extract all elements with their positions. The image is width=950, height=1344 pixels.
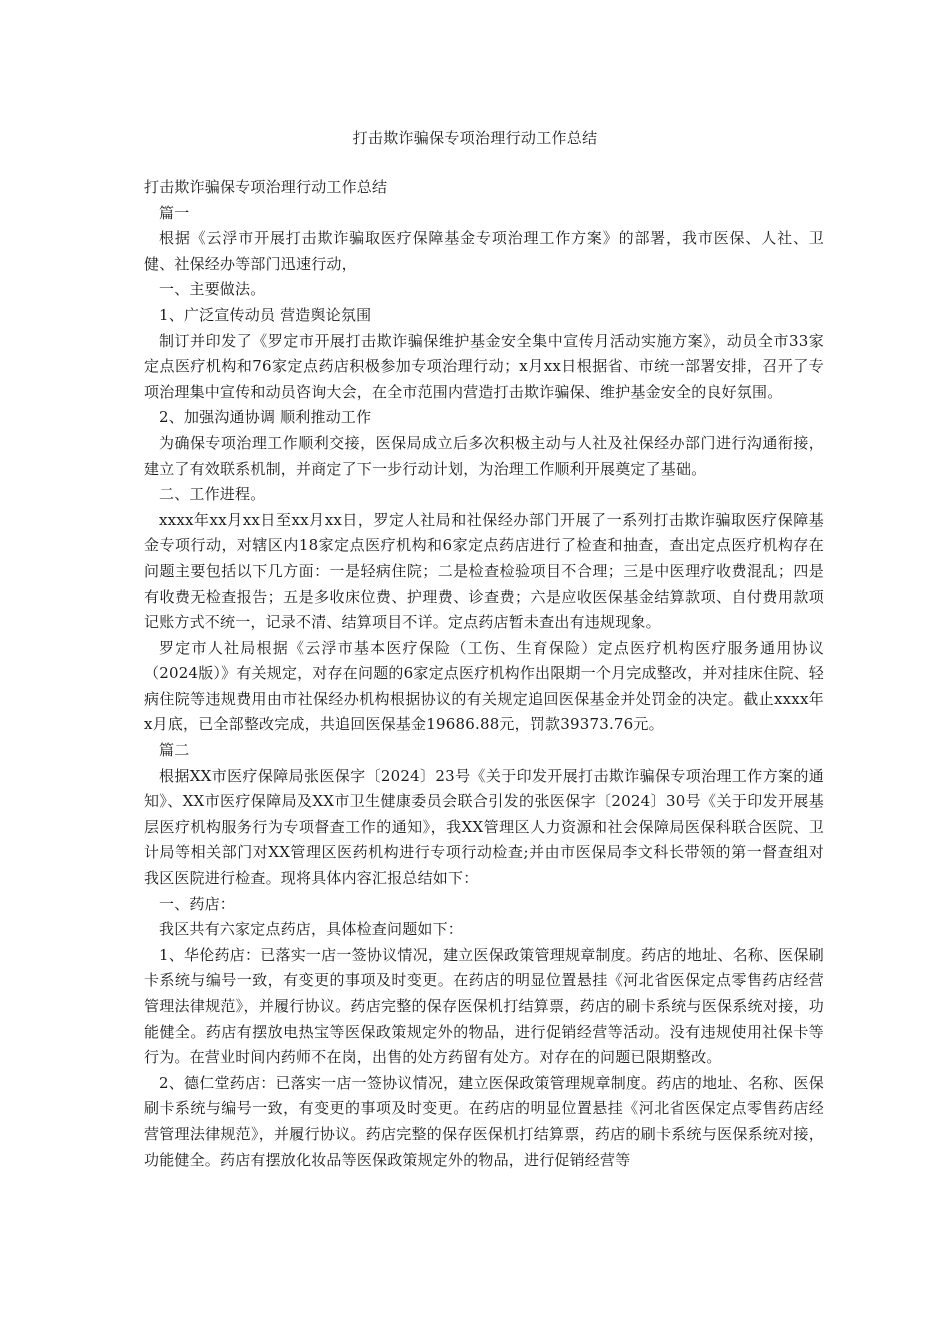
paragraph: 一、药店： <box>159 894 236 913</box>
document-title: 打击欺诈骗保专项治理行动工作总结 <box>352 129 598 147</box>
paragraph: 篇二 <box>159 741 190 760</box>
paragraph: 为确保专项治理工作顺利交接，医保局成立后多次积极主动与人社及社保经办部门进行沟通衔接，建立了有效联系机制，并商定了下一步行动计划，为治理工作顺利开展奠定了基础。 <box>144 433 824 478</box>
paragraph: 根据《云浮市开展打击欺诈骗取医疗保障基金专项治理工作方案》的部署，我市医保、人社、卫健、社保经办等部门迅速行动， <box>144 229 824 273</box>
paragraph: 罗定市人社局根据《云浮市基本医疗保险（工伤、生育保险）定点医疗机构医疗服务通用协议（2024版）》有关规定，对存在问题的6家定点医疗机构作出限期一个月完成整改，并对挂床住院、轻病住院等违规费用由市社保经办机构根据协议的有关规定追回医保基金并处罚金的决定。截止xxxx年x月底，已全部整改完成，共追回医保基金19686.88元，罚款39373.76元。 <box>144 638 824 734</box>
paragraph: 二、工作进程。 <box>159 485 266 504</box>
paragraph: 一、主要做法。 <box>159 280 266 299</box>
paragraph: xxxx年xx月xx日至xx月xx日，罗定人社局和社保经办部门开展了一系列打击欺诈骗取医疗保障基金专项行动，对辖区内18家定点医疗机构和6家定点药店进行了检查和抽查，查出定点医疗机构存在问题主要包括以下几方面：一是轻病住院；二是检查检验项目不合理；三是中医理疗收费混乱；四是有收费无检查报告；五是多收床位费、护理费、诊查费；六是应收医保基金结算款项、自付费用款项记账方式不统一，记录不清、结算项目不详。定点药店暂未查出有违规现象。 <box>144 510 824 632</box>
paragraph: 1、广泛宣传动员 营造舆论氛围 <box>159 305 372 324</box>
document-body <box>144 175 824 1173</box>
paragraph: 我区共有六家定点药店，具体检查问题如下： <box>159 920 464 939</box>
paragraph: 制订并印发了《罗定市开展打击欺诈骗保维护基金安全集中宣传月活动实施方案》，动员全市33家定点医疗机构和76家定点药店积极参加专项治理行动；x月xx日根据省、市统一部署安排，召开了专项治理集中宣传和动员咨询大会，在全市范围内营造打击欺诈骗保、维护基金安全的良好氛围。 <box>144 331 824 401</box>
paragraph: 2、加强沟通协调 顺利推动工作 <box>159 408 372 427</box>
paragraph: 1、华伦药店：已落实一店一签协议情况，建立医保政策管理规章制度。药店的地址、名称、医保刷卡系统与编号一致，有变更的事项及时变更。在药店的明显位置悬挂《河北省医保定点零售药店经营管理法律规范》，并履行协议。药店完整的保存医保机打结算票，药店的刷卡系统与医保系统对接，功能健全。药店有摆放电热宝等医保政策规定外的物品，进行促销经营等活动。没有违规使用社保卡等行为。在营业时间内药师不在岗，出售的处方药留有处方。对存在的问题已限期整改。 <box>144 945 824 1067</box>
paragraph: 根据XX市医疗保障局张医保字〔2024〕23号《关于印发开展打击欺诈骗保专项治理工作方案的通知》、XX市医疗保障局及XX市卫生健康委员会联合引发的张医保字〔2024〕30号《关于印发开展基层医疗机构服务行为专项督查工作的通知》，我XX管理区人力资源和社会保障局医保科联合医院、卫计局等相关部门对XX管理区医药机构进行专项行动检查;并由市医保局李文科长带领的第一督查组对我区医院进行检查。现将具体内容汇报总结如下： <box>144 766 824 888</box>
paragraph: 2、德仁堂药店：已落实一店一签协议情况，建立医保政策管理规章制度。药店的地址、名称、医保刷卡系统与编号一致，有变更的事项及时变更。在药店的明显位置悬挂《河北省医保定点零售药店经营管理法律规范》，并履行协议。药店完整的保存医保机打结算票，药店的刷卡系统与医保系统对接，功能健全。药店有摆放化妆品等医保政策规定外的物品，进行促销经营等 <box>144 1073 824 1169</box>
paragraph: 打击欺诈骗保专项治理行动工作总结 <box>144 178 388 196</box>
paragraph: 篇一 <box>159 203 190 222</box>
